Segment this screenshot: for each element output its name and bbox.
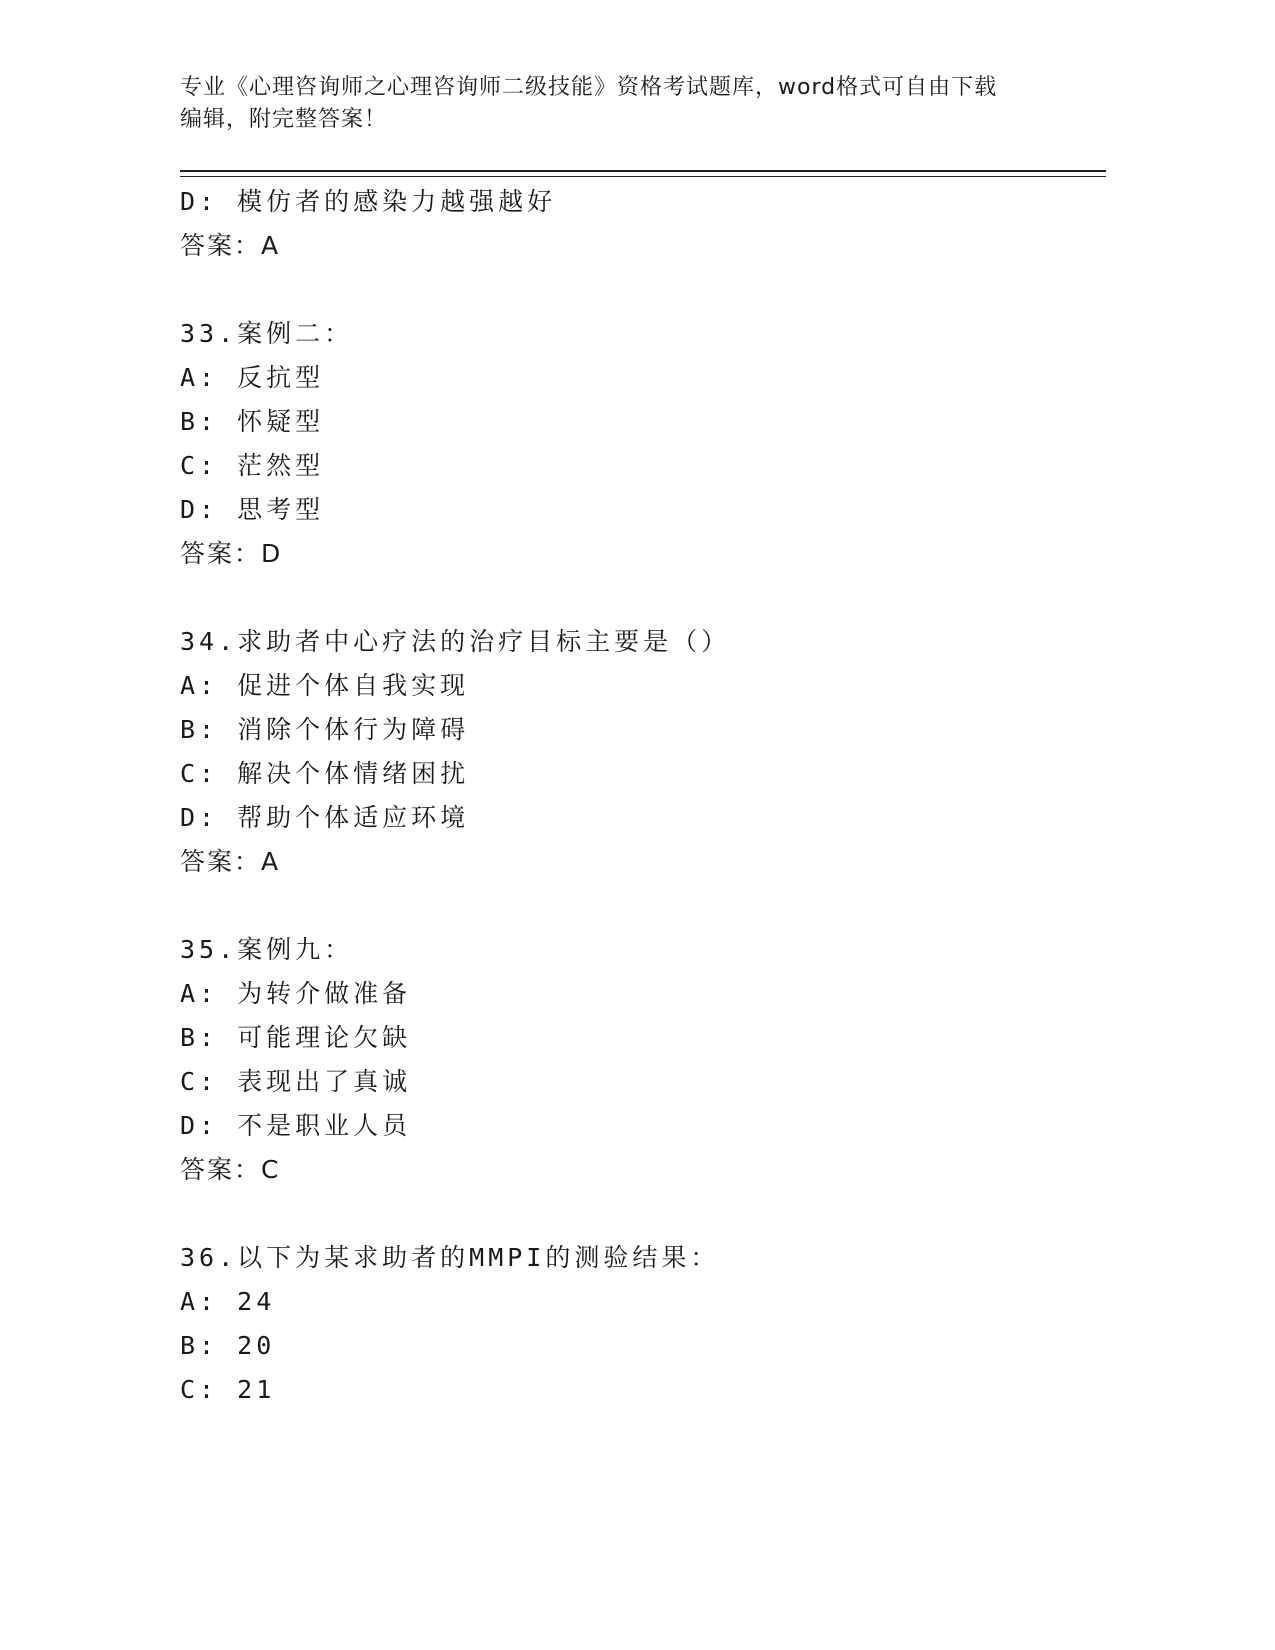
header-divider-thin — [180, 176, 1106, 177]
option-d: D: 思考型 — [180, 495, 325, 524]
option-c: C: 茫然型 — [180, 451, 325, 480]
question-list — [180, 182, 1100, 1414]
question-stem: 33.案例二： — [180, 319, 354, 348]
option-d: D: 模仿者的感染力越强越好 — [180, 187, 557, 216]
option-b: B: 怀疑型 — [180, 407, 325, 436]
answer: 答案：C — [180, 1155, 281, 1184]
spacer — [180, 1194, 1100, 1238]
option-a: A: 为转介做准备 — [180, 979, 412, 1008]
answer: 答案：A — [180, 231, 281, 260]
option-b: B: 可能理论欠缺 — [180, 1023, 412, 1052]
option-a: A: 促进个体自我实现 — [180, 671, 470, 700]
option-d: D: 帮助个体适应环境 — [180, 803, 470, 832]
option-c: C: 解决个体情绪困扰 — [180, 759, 470, 788]
option-b: B: 20 — [180, 1331, 276, 1360]
question-stem: 35.案例九： — [180, 935, 354, 964]
question-stem: 36.以下为某求助者的MMPI的测验结果： — [180, 1243, 720, 1272]
option-a: A: 反抗型 — [180, 363, 325, 392]
header-line-2: 编辑，附完整答案！ — [180, 107, 388, 132]
option-d: D: 不是职业人员 — [180, 1111, 412, 1140]
option-c: C: 21 — [180, 1375, 276, 1404]
spacer — [180, 270, 1100, 314]
answer: 答案：A — [180, 847, 281, 876]
spacer — [180, 886, 1100, 930]
header-line-1: 专业《心理咨询师之心理咨询师二级技能》资格考试题库，word格式可自由下载 — [180, 75, 998, 100]
header-divider-thick — [180, 170, 1106, 172]
answer: 答案：D — [180, 539, 283, 568]
document-header — [180, 72, 1060, 136]
option-c: C: 表现出了真诚 — [180, 1067, 412, 1096]
spacer — [180, 578, 1100, 622]
question-stem: 34.求助者中心疗法的治疗目标主要是（） — [180, 627, 731, 656]
option-b: B: 消除个体行为障碍 — [180, 715, 470, 744]
option-a: A: 24 — [180, 1287, 276, 1316]
